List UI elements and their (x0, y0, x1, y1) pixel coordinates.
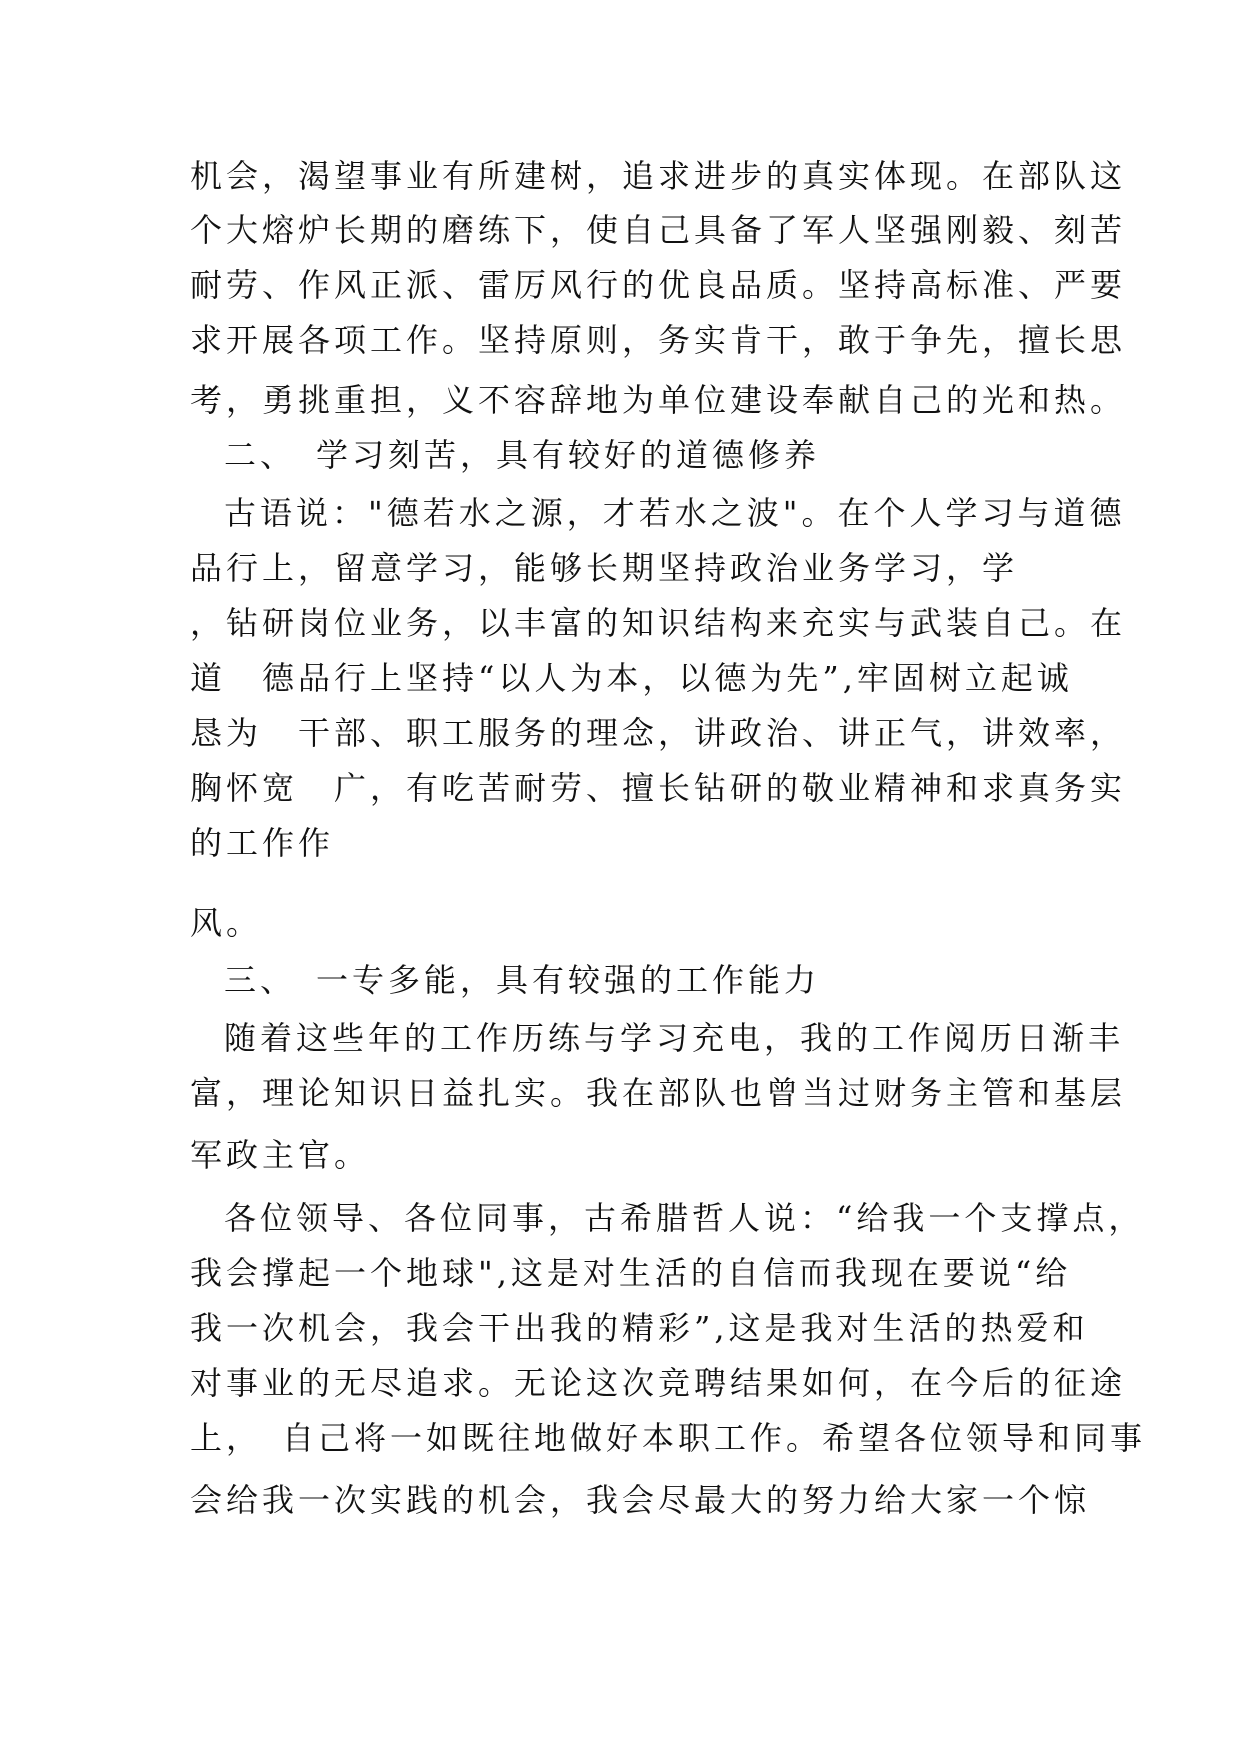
section-heading: 二、 学习刻苦，具有较好的道德修养 (224, 436, 821, 474)
body-line: 机会，渴望事业有所建树，追求进步的真实体现。在部队这 (190, 157, 1127, 195)
body-line: 军政主官。 (190, 1136, 371, 1174)
body-line: 我一次机会，我会干出我的精彩”,这是我对生活的热爱和 (190, 1309, 1089, 1347)
body-line: 风。 (190, 904, 263, 942)
body-line: 对事业的无尽追求。无论这次竞聘结果如何，在今后的征途 (190, 1364, 1127, 1402)
body-line: 品行上，留意学习，能够长期坚持政治业务学习，学 (190, 549, 1019, 587)
body-line: 上， 自己将一如既往地做好本职工作。希望各位领导和同事 (190, 1419, 1147, 1457)
body-line: 恳为 干部、职工服务的理念，讲政治、讲正气，讲效率， (190, 714, 1127, 752)
body-line: 随着这些年的工作历练与学习充电，我的工作阅历日渐丰 (224, 1019, 1125, 1057)
body-line: 会给我一次实践的机会，我会尽最大的努力给大家一个惊 (190, 1481, 1091, 1519)
body-line: 我会撑起一个地球",这是对生活的自信而我现在要说“给 (190, 1254, 1072, 1292)
body-line: 胸怀宽 广，有吃苦耐劳、擅长钻研的敬业精神和求真务实 (190, 769, 1127, 807)
body-line: 考，勇挑重担，义不容辞地为单位建设奉献自己的光和热。 (190, 381, 1127, 419)
body-line: 个大熔炉长期的磨练下，使自己具备了军人坚强刚毅、刻苦 (190, 211, 1127, 249)
body-line: 各位领导、各位同事，古希腊哲人说：“给我一个支撑点， (224, 1199, 1145, 1237)
body-line: 道 德品行上坚持“以人为本，以德为先”,牢固树立起诚 (190, 659, 1073, 697)
body-line: 耐劳、作风正派、雷厉风行的优良品质。坚持高标准、严要 (190, 266, 1127, 304)
body-line: ，钻研岗位业务，以丰富的知识结构来充实与武装自己。在 (190, 604, 1127, 642)
body-line: 古语说："德若水之源，才若水之波"。在个人学习与道德 (224, 494, 1126, 532)
body-line: 求开展各项工作。坚持原则，务实肯干，敢于争先，擅长思 (190, 321, 1127, 359)
section-heading: 三、 一专多能，具有较强的工作能力 (224, 961, 821, 999)
body-line: 富，理论知识日益扎实。我在部队也曾当过财务主管和基层 (190, 1074, 1127, 1112)
body-line: 的工作作 (190, 824, 335, 862)
